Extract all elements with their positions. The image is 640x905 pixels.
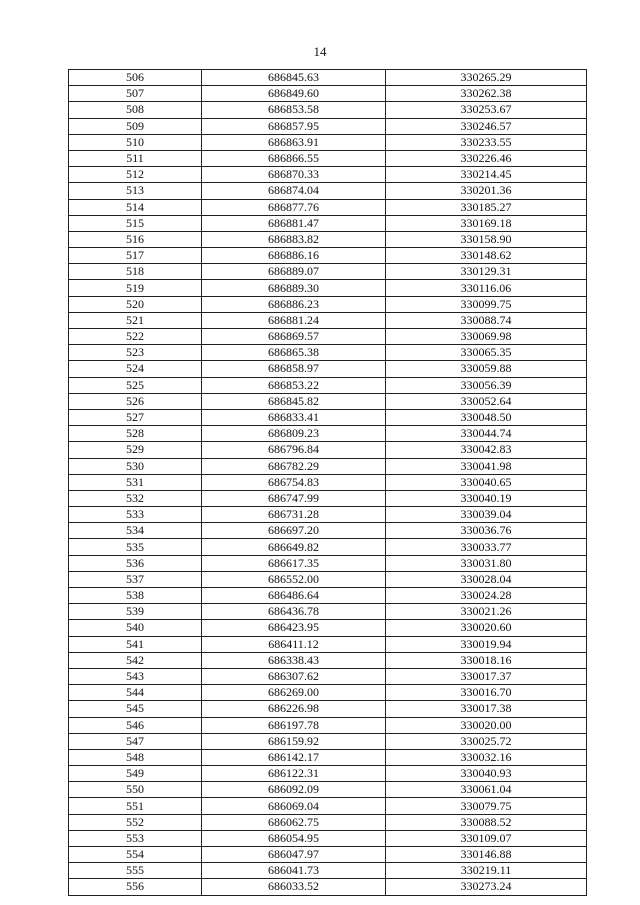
point-number-cell: 514 [69,199,202,215]
x-coordinate-cell: 686697.20 [202,523,386,539]
x-coordinate-cell: 686866.55 [202,150,386,166]
table-row [69,879,587,895]
point-number-cell: 550 [69,782,202,798]
table-row [69,345,587,361]
table-row [69,280,587,296]
table-row [69,685,587,701]
x-coordinate-cell: 686853.58 [202,102,386,118]
x-coordinate-cell: 686649.82 [202,539,386,555]
y-coordinate-cell: 330017.38 [386,701,587,717]
point-number-cell: 525 [69,377,202,393]
table-row [69,474,587,490]
x-coordinate-cell: 686853.22 [202,377,386,393]
y-coordinate-cell: 330039.04 [386,507,587,523]
y-coordinate-cell: 330031.80 [386,555,587,571]
table-row [69,604,587,620]
point-number-cell: 516 [69,231,202,247]
table-row [69,782,587,798]
point-number-cell: 545 [69,701,202,717]
table-row [69,70,587,86]
x-coordinate-cell: 686863.91 [202,134,386,150]
y-coordinate-cell: 330056.39 [386,377,587,393]
point-number-cell: 530 [69,458,202,474]
x-coordinate-cell: 686307.62 [202,668,386,684]
x-coordinate-cell: 686142.17 [202,749,386,765]
point-number-cell: 548 [69,749,202,765]
point-number-cell: 555 [69,863,202,879]
table-row [69,329,587,345]
y-coordinate-cell: 330116.06 [386,280,587,296]
point-number-cell: 527 [69,409,202,425]
point-number-cell: 509 [69,118,202,134]
point-number-cell: 544 [69,685,202,701]
x-coordinate-cell: 686796.84 [202,442,386,458]
x-coordinate-cell: 686889.30 [202,280,386,296]
y-coordinate-cell: 330253.67 [386,102,587,118]
table-row [69,814,587,830]
x-coordinate-cell: 686858.97 [202,361,386,377]
point-number-cell: 519 [69,280,202,296]
x-coordinate-cell: 686845.63 [202,70,386,86]
point-number-cell: 517 [69,248,202,264]
point-number-cell: 554 [69,847,202,863]
x-coordinate-cell: 686226.98 [202,701,386,717]
y-coordinate-cell: 330246.57 [386,118,587,134]
table-row [69,749,587,765]
point-number-cell: 535 [69,539,202,555]
x-coordinate-cell: 686886.16 [202,248,386,264]
x-coordinate-cell: 686889.07 [202,264,386,280]
point-number-cell: 543 [69,668,202,684]
point-number-cell: 507 [69,86,202,102]
table-row [69,134,587,150]
x-coordinate-cell: 686869.57 [202,329,386,345]
table-row [69,523,587,539]
point-number-cell: 512 [69,167,202,183]
y-coordinate-cell: 330065.35 [386,345,587,361]
x-coordinate-cell: 686069.04 [202,798,386,814]
point-number-cell: 553 [69,830,202,846]
point-number-cell: 532 [69,490,202,506]
table-row [69,717,587,733]
point-number-cell: 549 [69,766,202,782]
point-number-cell: 521 [69,312,202,328]
y-coordinate-cell: 330069.98 [386,329,587,345]
table-row [69,264,587,280]
table-row [69,539,587,555]
point-number-cell: 518 [69,264,202,280]
x-coordinate-cell: 686269.00 [202,685,386,701]
x-coordinate-cell: 686754.83 [202,474,386,490]
y-coordinate-cell: 330146.88 [386,847,587,863]
x-coordinate-cell: 686423.95 [202,620,386,636]
table-row [69,652,587,668]
y-coordinate-cell: 330025.72 [386,733,587,749]
y-coordinate-cell: 330036.76 [386,523,587,539]
x-coordinate-cell: 686033.52 [202,879,386,895]
y-coordinate-cell: 330040.65 [386,474,587,490]
y-coordinate-cell: 330233.55 [386,134,587,150]
y-coordinate-cell: 330185.27 [386,199,587,215]
table-row [69,231,587,247]
point-number-cell: 515 [69,215,202,231]
table-row [69,199,587,215]
y-coordinate-cell: 330048.50 [386,409,587,425]
point-number-cell: 528 [69,426,202,442]
table-row [69,701,587,717]
x-coordinate-cell: 686041.73 [202,863,386,879]
x-coordinate-cell: 686436.78 [202,604,386,620]
x-coordinate-cell: 686486.64 [202,588,386,604]
table-row [69,555,587,571]
y-coordinate-cell: 330021.26 [386,604,587,620]
table-row [69,636,587,652]
table-row [69,215,587,231]
y-coordinate-cell: 330219.11 [386,863,587,879]
point-number-cell: 556 [69,879,202,895]
x-coordinate-cell: 686857.95 [202,118,386,134]
point-number-cell: 531 [69,474,202,490]
y-coordinate-cell: 330024.28 [386,588,587,604]
x-coordinate-cell: 686062.75 [202,814,386,830]
y-coordinate-cell: 330109.07 [386,830,587,846]
x-coordinate-cell: 686865.38 [202,345,386,361]
point-number-cell: 538 [69,588,202,604]
y-coordinate-cell: 330088.52 [386,814,587,830]
x-coordinate-cell: 686874.04 [202,183,386,199]
table-row [69,248,587,264]
x-coordinate-cell: 686411.12 [202,636,386,652]
table-row [69,733,587,749]
point-number-cell: 523 [69,345,202,361]
table-row [69,183,587,199]
x-coordinate-cell: 686833.41 [202,409,386,425]
y-coordinate-cell: 330148.62 [386,248,587,264]
x-coordinate-cell: 686883.82 [202,231,386,247]
x-coordinate-cell: 686197.78 [202,717,386,733]
coordinates-table-body [69,70,587,896]
y-coordinate-cell: 330033.77 [386,539,587,555]
point-number-cell: 539 [69,604,202,620]
x-coordinate-cell: 686122.31 [202,766,386,782]
y-coordinate-cell: 330201.36 [386,183,587,199]
y-coordinate-cell: 330158.90 [386,231,587,247]
point-number-cell: 533 [69,507,202,523]
y-coordinate-cell: 330273.24 [386,879,587,895]
y-coordinate-cell: 330019.94 [386,636,587,652]
table-row [69,863,587,879]
y-coordinate-cell: 330016.70 [386,685,587,701]
y-coordinate-cell: 330018.16 [386,652,587,668]
table-row [69,620,587,636]
y-coordinate-cell: 330214.45 [386,167,587,183]
point-number-cell: 529 [69,442,202,458]
point-number-cell: 526 [69,393,202,409]
point-number-cell: 520 [69,296,202,312]
y-coordinate-cell: 330052.64 [386,393,587,409]
point-number-cell: 546 [69,717,202,733]
table-row [69,86,587,102]
table-row [69,102,587,118]
y-coordinate-cell: 330020.00 [386,717,587,733]
table-row [69,393,587,409]
table-row [69,766,587,782]
x-coordinate-cell: 686054.95 [202,830,386,846]
table-row [69,830,587,846]
y-coordinate-cell: 330059.88 [386,361,587,377]
y-coordinate-cell: 330079.75 [386,798,587,814]
point-number-cell: 524 [69,361,202,377]
x-coordinate-cell: 686047.97 [202,847,386,863]
point-number-cell: 542 [69,652,202,668]
point-number-cell: 547 [69,733,202,749]
point-number-cell: 540 [69,620,202,636]
table-row [69,296,587,312]
y-coordinate-cell: 330129.31 [386,264,587,280]
table-row [69,571,587,587]
point-number-cell: 522 [69,329,202,345]
x-coordinate-cell: 686731.28 [202,507,386,523]
y-coordinate-cell: 330032.16 [386,749,587,765]
point-number-cell: 513 [69,183,202,199]
y-coordinate-cell: 330099.75 [386,296,587,312]
y-coordinate-cell: 330017.37 [386,668,587,684]
x-coordinate-cell: 686809.23 [202,426,386,442]
y-coordinate-cell: 330041.98 [386,458,587,474]
y-coordinate-cell: 330020.60 [386,620,587,636]
x-coordinate-cell: 686338.43 [202,652,386,668]
table-row [69,490,587,506]
y-coordinate-cell: 330040.19 [386,490,587,506]
table-row [69,798,587,814]
x-coordinate-cell: 686617.35 [202,555,386,571]
point-number-cell: 510 [69,134,202,150]
table-row [69,426,587,442]
y-coordinate-cell: 330169.18 [386,215,587,231]
y-coordinate-cell: 330044.74 [386,426,587,442]
point-number-cell: 511 [69,150,202,166]
table-row [69,458,587,474]
table-row [69,442,587,458]
y-coordinate-cell: 330061.04 [386,782,587,798]
point-number-cell: 552 [69,814,202,830]
point-number-cell: 541 [69,636,202,652]
x-coordinate-cell: 686870.33 [202,167,386,183]
x-coordinate-cell: 686159.92 [202,733,386,749]
table-row [69,507,587,523]
x-coordinate-cell: 686782.29 [202,458,386,474]
y-coordinate-cell: 330028.04 [386,571,587,587]
point-number-cell: 537 [69,571,202,587]
x-coordinate-cell: 686845.82 [202,393,386,409]
x-coordinate-cell: 686849.60 [202,86,386,102]
x-coordinate-cell: 686881.24 [202,312,386,328]
point-number-cell: 506 [69,70,202,86]
point-number-cell: 508 [69,102,202,118]
x-coordinate-cell: 686881.47 [202,215,386,231]
y-coordinate-cell: 330265.29 [386,70,587,86]
point-number-cell: 534 [69,523,202,539]
table-row [69,118,587,134]
table-row [69,150,587,166]
y-coordinate-cell: 330088.74 [386,312,587,328]
table-row [69,409,587,425]
page-number: 14 [313,44,327,59]
table-row [69,588,587,604]
table-row [69,377,587,393]
table-row [69,312,587,328]
x-coordinate-cell: 686092.09 [202,782,386,798]
y-coordinate-cell: 330042.83 [386,442,587,458]
point-number-cell: 551 [69,798,202,814]
y-coordinate-cell: 330262.38 [386,86,587,102]
table-row [69,361,587,377]
table-row [69,847,587,863]
x-coordinate-cell: 686886.23 [202,296,386,312]
y-coordinate-cell: 330040.93 [386,766,587,782]
x-coordinate-cell: 686552.00 [202,571,386,587]
point-number-cell: 536 [69,555,202,571]
table-row [69,167,587,183]
y-coordinate-cell: 330226.46 [386,150,587,166]
table-row [69,668,587,684]
x-coordinate-cell: 686747.99 [202,490,386,506]
coordinates-table [68,69,587,896]
x-coordinate-cell: 686877.76 [202,199,386,215]
